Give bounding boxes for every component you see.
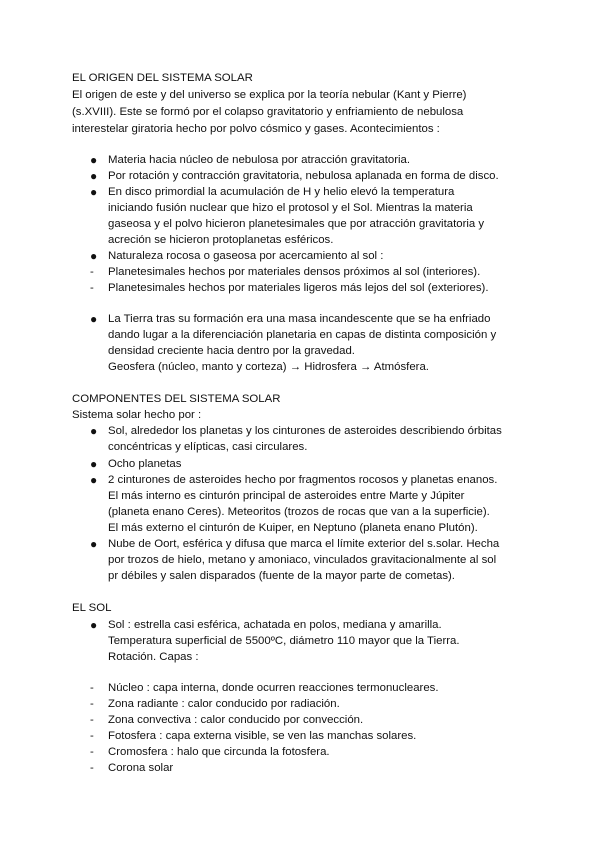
dash-marker: -: [90, 746, 94, 758]
dash-item-text: Planetesimales hechos por materiales densos próximos al sol (interiores).: [108, 266, 481, 278]
list-item-text: acreción se hicieron protoplanetas esféricos.: [108, 234, 334, 246]
dash-item-text: Núcleo : capa interna, donde ocurren reacciones termonucleares.: [108, 682, 439, 694]
dash-marker: -: [90, 682, 94, 694]
list-item-text: Sol, alrededor los planetas y los cinturones de asteroides describiendo órbitas: [108, 425, 502, 437]
dash-item-text: Planetesimales hechos por materiales ligeros más lejos del sol (exteriores).: [108, 282, 489, 294]
dash-marker: -: [90, 714, 94, 726]
list-item-text: pr débiles y salen disparados (fuente de la mayor parte de cometas).: [108, 570, 455, 582]
bullet-marker: ●: [90, 169, 98, 183]
bullet-marker: ●: [90, 618, 98, 632]
dash-marker: -: [90, 266, 94, 278]
bullet-marker: ●: [90, 249, 98, 263]
list-item-text: Temperatura superficial de 5500ºC, diámetro 110 mayor que la Tierra.: [108, 635, 460, 647]
dash-marker: -: [90, 762, 94, 774]
paragraph-line: El origen de este y del universo se explica por la teoría nebular (Kant y Pierre): [72, 89, 467, 101]
section-heading-origen: EL ORIGEN DEL SISTEMA SOLAR: [72, 72, 253, 84]
bullet-marker: ●: [90, 312, 98, 326]
list-item-text: Naturaleza rocosa o gaseosa por acercamiento al sol :: [108, 250, 384, 262]
dash-item-text: Cromosfera : halo que circunda la fotosfera.: [108, 746, 330, 758]
dash-item-text: Fotosfera : capa externa visible, se ven las manchas solares.: [108, 730, 417, 742]
bullet-marker: ●: [90, 185, 98, 199]
bullet-marker: ●: [90, 153, 98, 167]
list-item-text: concéntricas y elípticas, casi circulares.: [108, 441, 308, 453]
list-item-text: El más externo el cinturón de Kuiper, en Neptuno (planeta enano Plutón).: [108, 522, 478, 534]
dash-item-text: Zona radiante : calor conducido por radiación.: [108, 698, 340, 710]
list-item-text: 2 cinturones de asteroides hecho por fragmentos rocosos y planetas enanos.: [108, 474, 498, 486]
dash-marker: -: [90, 698, 94, 710]
list-item-text: El más interno es cinturón principal de asteroides entre Marte y Júpiter: [108, 490, 465, 502]
bullet-marker: ●: [90, 457, 98, 471]
list-item-text: Ocho planetas: [108, 458, 182, 470]
list-item-text: Sol : estrella casi esférica, achatada en polos, mediana y amarilla.: [108, 619, 442, 631]
paragraph-line: interestelar giratoria hecho por polvo cósmico y gases. Acontecimientos :: [72, 123, 440, 135]
list-item-text: La Tierra tras su formación era una masa incandescente que se ha enfriado: [108, 313, 491, 325]
bullet-marker: ●: [90, 424, 98, 438]
dash-marker: -: [90, 730, 94, 742]
list-item-text: Materia hacia núcleo de nebulosa por atracción gravitatoria.: [108, 154, 411, 166]
bullet-marker: ●: [90, 473, 98, 487]
list-item-text: En disco primordial la acumulación de H y helio elevó la temperatura: [108, 186, 455, 198]
list-item-text: gaseosa y el polvo hicieron planetesimales que por atracción gravitatoria y: [108, 218, 485, 230]
dash-item-text: Corona solar: [108, 762, 174, 774]
dash-item-text: Zona convectiva : calor conducido por convección.: [108, 714, 364, 726]
section-heading-sol: EL SOL: [72, 602, 112, 614]
list-item-text: densidad creciente hacia dentro por la gravedad.: [108, 345, 355, 357]
paragraph-line: Sistema solar hecho por :: [72, 409, 202, 421]
list-item-text: Rotación. Capas :: [108, 651, 199, 663]
section-heading-componentes: COMPONENTES DEL SISTEMA SOLAR: [72, 393, 281, 405]
list-item-text: (planeta enano Ceres). Meteoritos (trozos de rocas que van a la superficie).: [108, 506, 490, 518]
list-item-text: Nube de Oort, esférica y difusa que marca el límite exterior del s.solar. Hecha: [108, 538, 500, 550]
bullet-marker: ●: [90, 537, 98, 551]
list-item-text: Geosfera (núcleo, manto y corteza) → Hidrosfera → Atmósfera.: [108, 361, 429, 373]
list-item-text: dando lugar a la diferenciación planetaria en capas de distinta composición y: [108, 329, 497, 341]
list-item-text: por trozos de hielo, metano y amoniaco, vinculados gravitacionalmente al sol: [108, 554, 497, 566]
dash-marker: -: [90, 282, 94, 294]
paragraph-line: (s.XVIII). Este se formó por el colapso gravitatorio y enfriamiento de nebulosa: [72, 106, 464, 118]
list-item-text: Por rotación y contracción gravitatoria, nebulosa aplanada en forma de disco.: [108, 170, 499, 182]
list-item-text: iniciando fusión nuclear que hizo el protosol y el Sol. Mientras la materia: [108, 202, 473, 214]
